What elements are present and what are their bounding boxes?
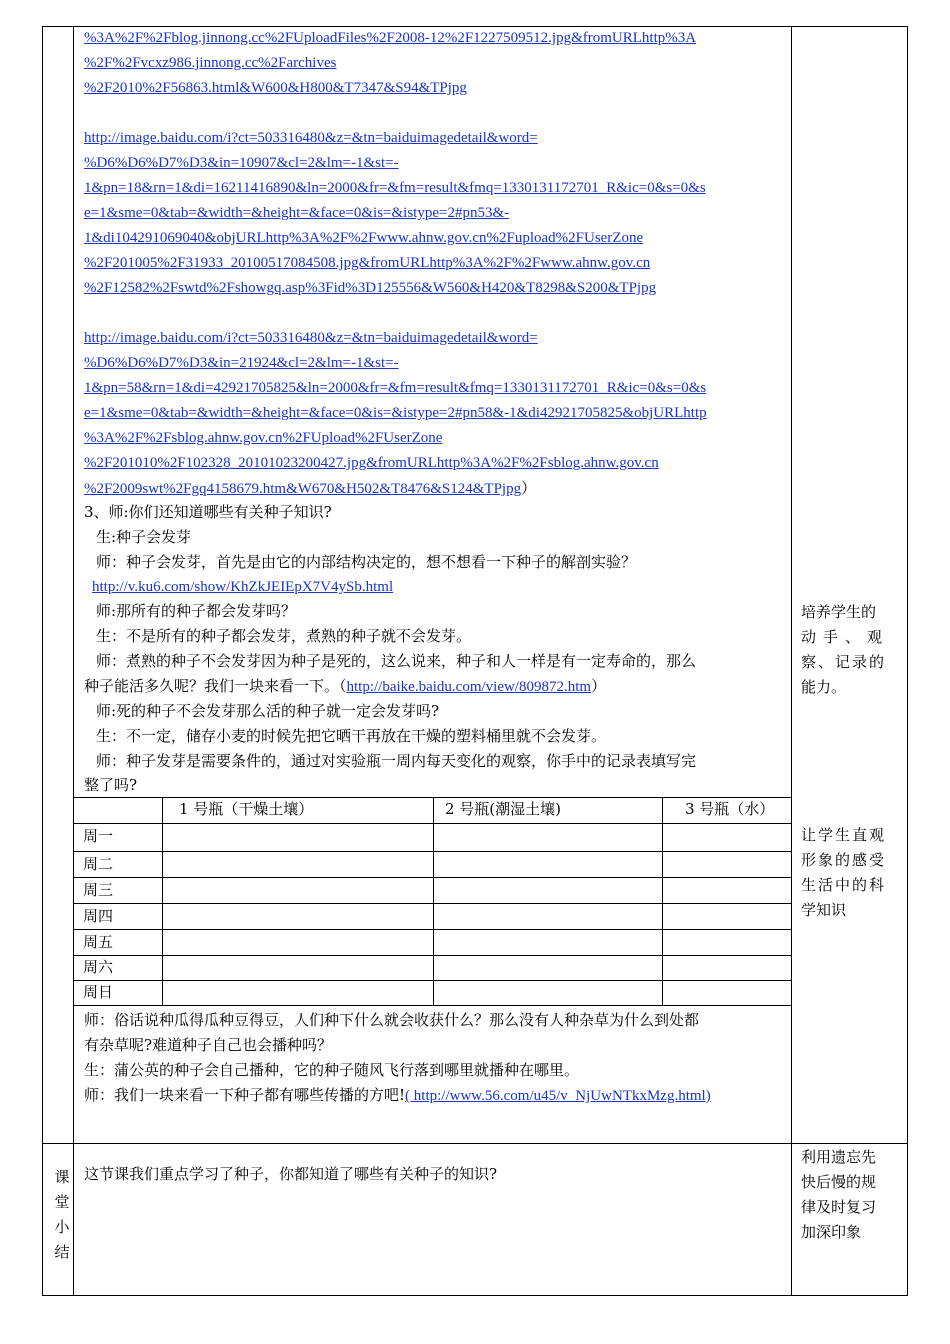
teacher-line-6-b: 有杂草呢?难道种子自己也会播种吗？ bbox=[84, 1036, 333, 1054]
side-note-3-line-4: 加深印象 bbox=[801, 1223, 862, 1241]
side-note-3-line-2: 快后慢的规 bbox=[801, 1173, 877, 1191]
side-note-2-line-1: 让学生直观 bbox=[801, 826, 887, 844]
teacher-line-3-b bbox=[84, 674, 606, 700]
summary-text: 这节课我们重点学习了种子，你都知道了哪些有关种子的知识? bbox=[84, 1165, 498, 1183]
teacher-line-7 bbox=[84, 1083, 711, 1109]
side-note-2 bbox=[801, 823, 886, 923]
link-3-line-2[interactable]: %D6%D6%D7%D3&in=21924&cl=2&lm=-1&st=- bbox=[84, 355, 399, 371]
summary-label-char-4: 结 bbox=[54, 1243, 70, 1261]
record-table-grid bbox=[73, 797, 791, 1006]
link-3-line-1[interactable]: http://image.baidu.com/i?ct=503316480&z=&tn=baiduimagedetail&word= bbox=[84, 330, 538, 346]
teacher-line-2: 师:那所有的种子都会发芽吗？ bbox=[96, 602, 297, 620]
side-note-2-line-2: 形象的感受 bbox=[801, 851, 887, 869]
student-line-1: 生:种子会发芽 bbox=[96, 528, 192, 546]
side-note-2-line-4: 学知识 bbox=[801, 901, 847, 919]
student-line-2: 生：不是所有的种子都会发芽，煮熟的种子就不会发芽。 bbox=[96, 627, 472, 645]
column-divider-right bbox=[791, 27, 792, 1295]
link-3-close-paren: ） bbox=[521, 479, 537, 497]
link-2-line-1[interactable]: http://image.baidu.com/i?ct=503316480&z=&tn=baiduimagedetail&word= bbox=[84, 130, 538, 146]
student-line-3: 生：不一定，储存小麦的时候先把它晒干再放在干燥的塑料桶里就不会发芽。 bbox=[96, 727, 607, 745]
link-1-line-1[interactable]: %3A%2F%2Fblog.jinnong.cc%2FUploadFiles%2F2008-12%2F1227509512.jpg&fromURLhttp%3A bbox=[84, 30, 697, 46]
summary-label-char-3: 小 bbox=[54, 1218, 70, 1236]
link-3-line-5[interactable]: %3A%2F%2Fsblog.ahnw.gov.cn%2FUpload%2FUserZone bbox=[84, 430, 443, 446]
side-note-3 bbox=[801, 1145, 876, 1245]
row-label-sun: 周日 bbox=[83, 983, 114, 1001]
teacher-line-7-text: 师：我们一块来看一下种子都有哪些传播的方吧! bbox=[84, 1086, 406, 1104]
link-3-line-7[interactable]: %2F2009swt%2Fgq4158679.htm&W670&H502&T8476&S124&TPjpg bbox=[84, 481, 522, 497]
side-note-1-line-4: 能力。 bbox=[801, 678, 847, 696]
teacher-line-3-a: 师：煮熟的种子不会发芽因为种子是死的，这么说来，种子和人一样是有一定寿命的，那么 bbox=[96, 652, 697, 670]
video-link[interactable]: http://v.ku6.com/show/KhZkJEIEpX7V4ySb.html bbox=[92, 579, 394, 595]
teacher-line-3-b-close: ） bbox=[591, 677, 607, 695]
teacher-line-5-a: 师：种子发芽是需要条件的，通过对实验瓶一周内每天变化的观察，你手中的记录表填写完 bbox=[96, 752, 697, 770]
side-note-1-line-3: 察、记录的 bbox=[801, 653, 887, 671]
teacher-line-4: 师:死的种子不会发芽那么活的种子就一定会发芽吗? bbox=[96, 702, 440, 720]
side-note-1 bbox=[801, 600, 897, 700]
baike-link[interactable]: http://baike.baidu.com/view/809872.htm bbox=[346, 679, 592, 695]
row-label-tue: 周二 bbox=[83, 855, 114, 873]
column-divider-left bbox=[73, 27, 74, 1295]
link-3-line-6[interactable]: %2F201010%2F102328_20101023200427.jpg&fromURLhttp%3A%2F%2Fsblog.ahnw.gov.cn bbox=[84, 455, 659, 471]
link-2-line-7[interactable]: %2F12582%2Fswtd%2Fshowgq.asp%3Fid%3D125556&W560&H420&T8298&S200&TPjpg bbox=[84, 280, 657, 296]
link-3-line-4[interactable]: e=1&sme=0&tab=&width=&height=&face=0&is=&istype=2#pn58&-1&di42921705825&objURLhttp bbox=[84, 405, 707, 421]
summary-label-char-1: 课 bbox=[54, 1168, 70, 1186]
row-label-wed: 周三 bbox=[83, 881, 114, 899]
question-3: 3、师:你们还知道哪些有关种子知识? bbox=[84, 503, 332, 521]
row-label-sat: 周六 bbox=[83, 958, 114, 976]
teacher-line-1: 师：种子会发芽，首先是由它的内部结构决定的，想不想看一下种子的解剖实验？ bbox=[96, 553, 637, 571]
link-2-line-4[interactable]: e=1&sme=0&tab=&width=&height=&face=0&is=&istype=2#pn53&- bbox=[84, 205, 510, 221]
link-2-line-3[interactable]: 1&pn=18&rn=1&di=16211416890&ln=2000&fr=&fm=result&fmq=1330131172701_R&ic=0&s=0&s bbox=[84, 180, 706, 196]
row-label-fri: 周五 bbox=[83, 933, 114, 951]
student-line-4: 生：蒲公英的种子会自己播种，它的种子随风飞行落到哪里就播种在哪里。 bbox=[84, 1061, 580, 1079]
summary-label-char-2: 堂 bbox=[54, 1193, 70, 1211]
link-2-line-5[interactable]: 1&di104291069040&objURLhttp%3A%2F%2Fwww.ahnw.gov.cn%2Fupload%2FUserZone bbox=[84, 230, 644, 246]
section-divider bbox=[43, 1143, 907, 1144]
teacher-line-5-b: 整了吗? bbox=[84, 776, 138, 794]
side-note-1-line-1 bbox=[801, 600, 897, 625]
row-label-mon: 周一 bbox=[83, 827, 114, 845]
record-table bbox=[73, 797, 791, 1006]
side-note-1-line-2: 动手、观 bbox=[801, 628, 890, 646]
link-1-line-3[interactable]: %2F2010%2F56863.html&W600&H800&T7347&S94&TPjpg bbox=[84, 80, 467, 96]
link-2-line-6[interactable]: %2F201005%2F31933_20100517084508.jpg&fromURLhttp%3A%2F%2Fwww.ahnw.gov.cn bbox=[84, 255, 651, 271]
link-1-line-2[interactable]: %2F%2Fvcxz986.jinnong.cc%2Farchives bbox=[84, 55, 337, 71]
header-bottle-3: 3 号瓶（水） bbox=[685, 800, 775, 818]
side-note-3-line-1: 利用遗忘先 bbox=[801, 1148, 877, 1166]
link-3-line-7-wrapper bbox=[84, 476, 536, 502]
spread-video-link[interactable]: ( http://www.56.com/u45/v_NjUwNTkxMzg.html) bbox=[405, 1088, 711, 1104]
row-label-thu: 周四 bbox=[83, 907, 114, 925]
header-bottle-2: 2 号瓶(潮湿土壤) bbox=[445, 800, 562, 818]
header-bottle-1: 1 号瓶（干燥土壤） bbox=[179, 800, 314, 818]
link-2-line-2[interactable]: %D6%D6%D7%D3&in=10907&cl=2&lm=-1&st=- bbox=[84, 155, 399, 171]
side-note-1-text-1: 培养学生的 bbox=[801, 603, 877, 621]
side-note-2-line-3: 生活中的科 bbox=[801, 876, 887, 894]
side-note-3-line-3: 律及时复习 bbox=[801, 1198, 877, 1216]
teacher-line-3-b-text: 种子能活多久呢？我们一块来看一下。（ bbox=[84, 677, 347, 695]
link-3-line-3[interactable]: 1&pn=58&rn=1&di=42921705825&ln=2000&fr=&fm=result&fmq=1330131172701_R&ic=0&s=0&s bbox=[84, 380, 707, 396]
teacher-line-6-a: 师：俗话说种瓜得瓜种豆得豆，人们种下什么就会收获什么？那么没有人种杂草为什么到处都 bbox=[84, 1011, 700, 1029]
summary-label bbox=[52, 1165, 72, 1265]
